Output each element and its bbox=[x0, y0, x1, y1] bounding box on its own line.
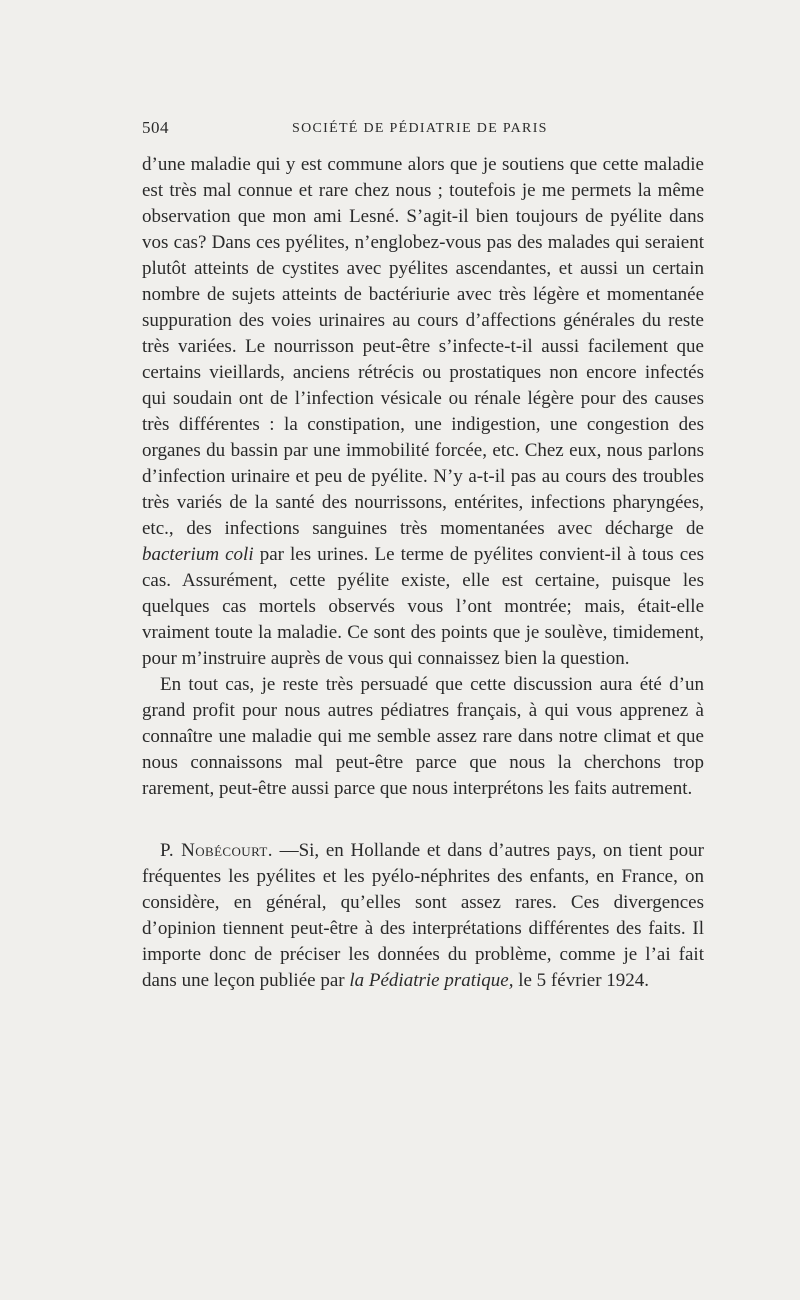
italic-term: bacterium coli bbox=[142, 544, 254, 565]
paragraph-lesne-comment bbox=[142, 152, 704, 672]
paragraph-text: d’une maladie qui y est commune alors que je soutiens que cette maladie est très mal connue et rare chez nous ; toutefois je me permets la même observation que mon ami Lesné. S’agit-il bien toujours de pyélite dans vos cas? Dans ces pyélites, n’englobez-vous pas des malades qui seraient plutôt atteints de cystites avec pyélites ascendantes, et aussi un certain nombre de sujets atteints de bactériurie avec très légère et momentanée suppuration des voies urinaires au cours d’affections générales du reste très variées. Le nourrisson peut-être s’infecte-t-il aussi facilement que certains vieillards, anciens rétrécis ou prostatiques non encore infectés qui soudain ont de l’infection vésicale ou rénale légère pour des causes très différentes : la constipation, une indigestion, une congestion des organes du bassin par une immobilité forcée, etc. Chez eux, nous parlons d’infection urinaire et peu de pyélite. N’y a-t-il pas au cours des troubles très variés de la santé des nourrissons, entérites, infections pharyngées, etc., des infections sanguines très momentanées avec décharge de bbox=[142, 154, 704, 539]
paragraph-text: par les urines. Le terme de pyélites convient-il à tous ces cas. Assurément, cette pyélite existe, elle est certaine, puisque les quelques cas mortels observés vous l’ont montrée; mais, était-elle vraiment toute la maladie. Ce sont des points que je soulève, timidement, pour m’instruire auprès de vous qui connaissez bien la question. bbox=[142, 544, 704, 669]
paragraph-text: le 5 février 1924. bbox=[518, 970, 650, 991]
speaker-name: P. Nobécourt. bbox=[160, 840, 273, 861]
journal-title: SOCIÉTÉ DE PÉDIATRIE DE PARIS bbox=[292, 121, 548, 136]
running-header bbox=[142, 118, 704, 144]
page-number: 504 bbox=[142, 118, 169, 137]
paragraph-nobecourt bbox=[142, 838, 704, 994]
paragraph-text: —Si, en Hollande et dans d’autres pays, on tient pour fréquentes les pyélites et les pyélo-néphrites des enfants, en France, on considère, en général, qu’elles sont assez rares. Ces divergences d’opinion tiennent peut-être à des interprétations différentes des faits. Il importe donc de préciser les données du problème, comme je l’ai fait dans une leçon publiée par bbox=[142, 840, 704, 991]
paragraph-conclusion: En tout cas, je reste très persuadé que cette discussion aura été d’un grand profit pour nous autres pédiatres français, à qui vous apprenez à connaître une maladie qui me semble assez rare dans notre climat et que nous connaissons mal peut-être parce que nous la cherchons trop rarement, peut-être aussi parce que nous interprétons les faits autrement. bbox=[142, 674, 704, 799]
article-text bbox=[142, 152, 704, 994]
italic-publication: la Pédiatrie pratique, bbox=[349, 970, 514, 991]
